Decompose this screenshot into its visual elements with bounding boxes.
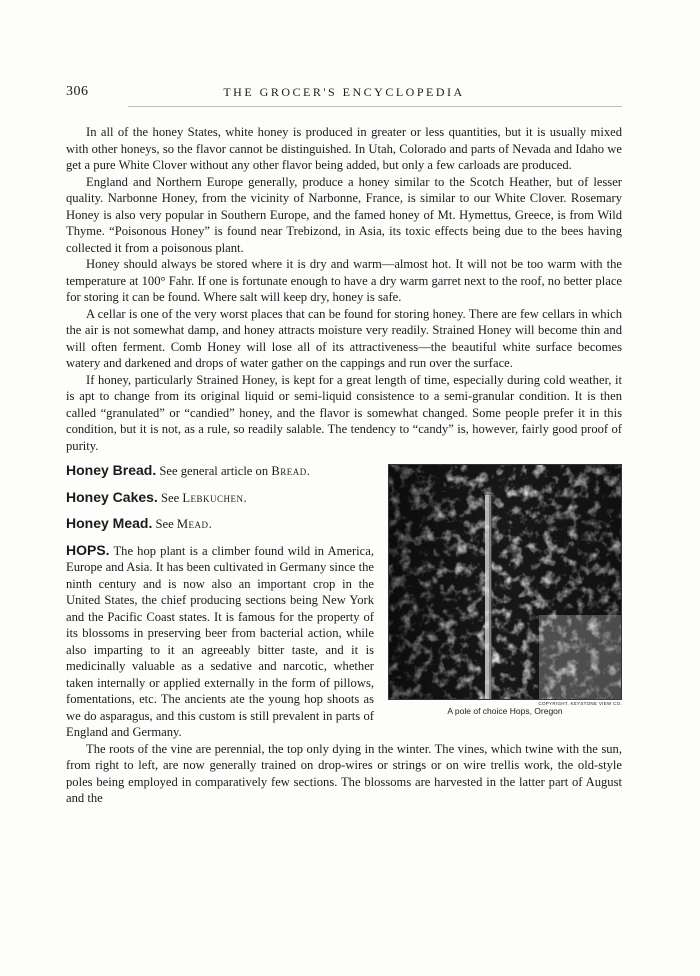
entry-ref: Mead (176, 517, 209, 531)
paragraph: In all of the honey States, white honey is produced in greater or less quantities, but it is usually mixed with other honeys, so the flavor cannot be distinguished. In Utah, Colorado and parts of Nevada and Idaho we get a pure White Clover without any other flavor being added, but only a few carloads are produced. (66, 125, 622, 172)
entry-see: See general article on (159, 464, 269, 478)
entry-head: Honey Mead. (66, 515, 153, 531)
entry-end: . (306, 464, 310, 478)
header-rule (128, 106, 622, 107)
honey-article (66, 124, 622, 454)
hops-continued (66, 741, 622, 807)
paragraph: A cellar is one of the very worst places that can be found for storing honey. There are few cellars in which the air is not somewhat damp, and honey attracts moisture very readily. Strained Honey will become thin and will often ferment. Comb Honey will lose all of its attractiveness—the beautiful white surface becomes watery and darkened and drops of water gather on the cappings and run over the surface. (66, 306, 622, 370)
paragraph: England and Northern Europe generally, produce a honey similar to the Scotch Heather, but of lesser quality. Narbonne Honey, from the vicinity of Narbonne, France, is similar to our White Clover. Rosemary Honey is also very popular in Southern Europe, and the famed honey of Mt. Hymettus, Greece, is from Wild Thyme. “Poisonous Honey” is found near Trebizond, in Asia, its toxic effects being due to the bees having collected it from a poisonous plant. (66, 174, 622, 255)
hops-head: HOPS. (66, 541, 110, 558)
entry-head: Honey Bread. (66, 462, 157, 478)
hops-figure (388, 464, 622, 716)
entry-ref: Lebkuchen (182, 490, 244, 505)
running-title: THE GROCER'S ENCYCLOPEDIA (223, 85, 465, 99)
photo-credit: COPYRIGHT, KEYSTONE VIEW CO. (538, 701, 622, 706)
hops-photo (388, 464, 622, 700)
page-number: 306 (66, 84, 89, 99)
hops-text: The hop plant is a climber found wild in America, Europe and Asia. It has been cultivated in Germany since the ninth century and is now also an important crop in the United States, the chief producing sections being New York and the Pacific Coast states. It is famous for the property of its blossoms in preserving beer from bacterial action, while also imparting to it an agreeably bitter taste, and it is medicinally valuable as a sedative and narcotic, whether taken internally or applied externally in the form of pillows, fomentations, etc. The ancients ate the young hop shoots as we do asparagus, and this custom is still prevalent in parts of England and Germany. (66, 543, 374, 739)
paragraph: Honey should always be stored where it is dry and warm—almost hot. It will not be too warm with the temperature at 100° Fahr. If one is fortunate enough to have a dry warm garret next to the roof, no better place for storing it can be found. Where salt will keep dry, honey is safe. (66, 257, 622, 304)
book-page (66, 84, 622, 807)
entry-see: See (155, 517, 174, 531)
page-header (66, 84, 622, 106)
entry-end: . (208, 517, 212, 531)
entries-section (66, 462, 622, 807)
entry-end: . (243, 490, 247, 505)
entry-see: See (160, 490, 180, 505)
paragraph: The roots of the vine are perennial, the top only dying in the winter. The vines, which twine with the sun, from right to left, are now generally trained on drop-wires or strings or on wire trellis work, the old-style poles being employed in comparatively few sections. The blossoms are harvested in the latter part of August and the (66, 741, 622, 805)
paragraph: If honey, particularly Strained Honey, is kept for a great length of time, especially during cold weather, it is apt to change from its original liquid or semi-liquid consistence to a semi-granular condition. It is then called “granulated” or “candied” honey, and the flavor is somewhat changed. Some people prefer it in this condition, but it is not, as a rule, so readily salable. The tendency to “candy” is, however, fairly good proof of purity. (66, 372, 622, 453)
entry-ref: Bread (271, 464, 307, 478)
entry-head: Honey Cakes. (66, 488, 158, 505)
figure-caption: A pole of choice Hops, Oregon (447, 706, 563, 716)
